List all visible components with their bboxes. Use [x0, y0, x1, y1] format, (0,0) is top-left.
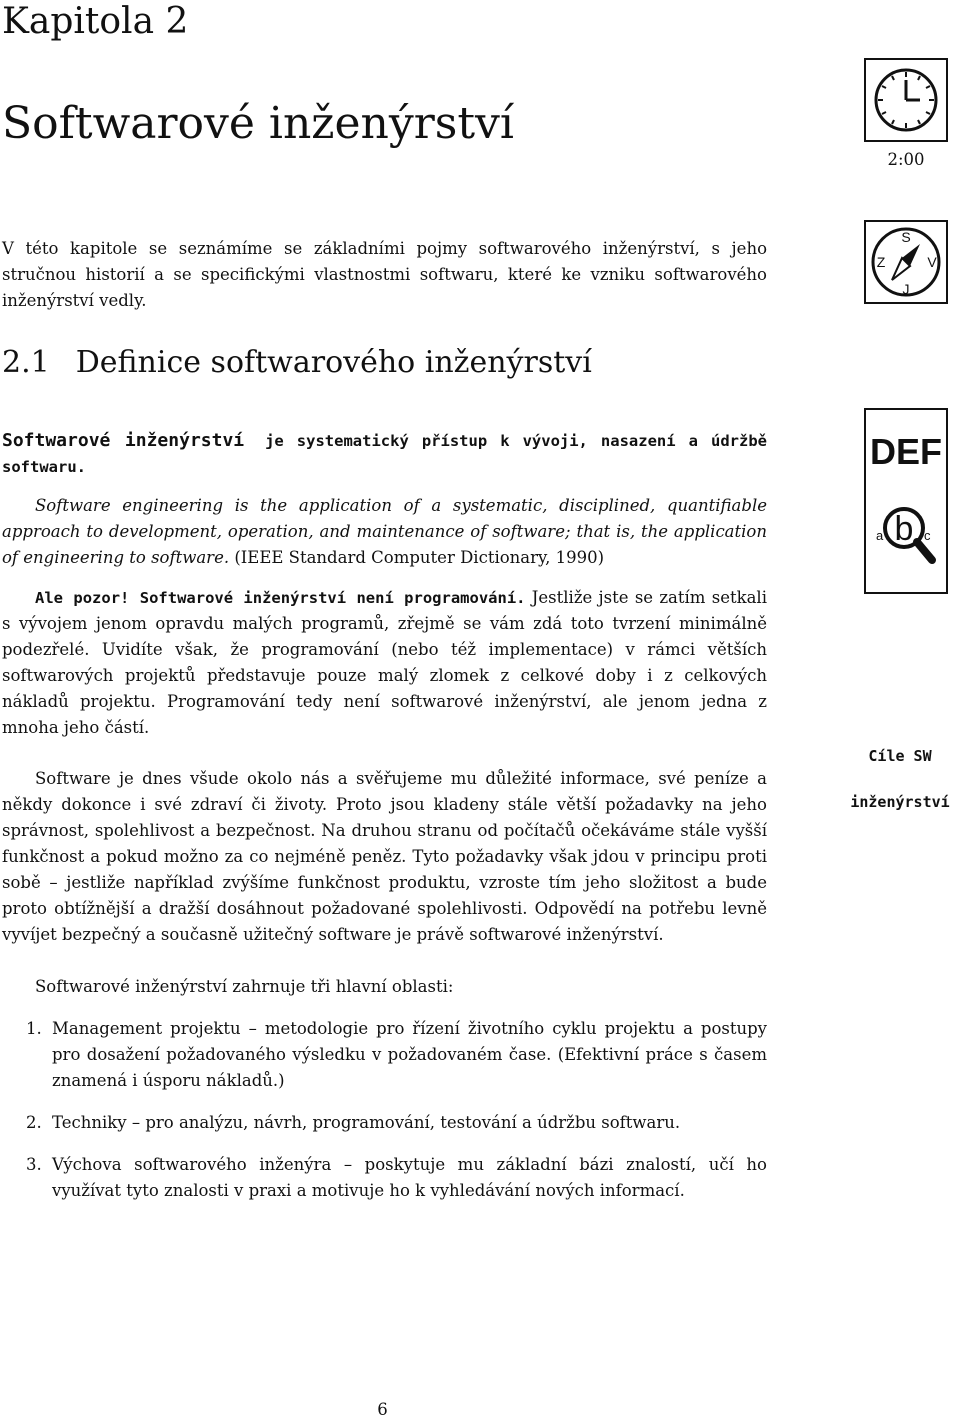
areas-list [2, 1016, 767, 1220]
section-title: Definice softwarového inženýrství [75, 345, 592, 380]
list-item-text: Techniky – pro analýzu, návrh, programování, testování a údržbu softwaru. [52, 1113, 681, 1132]
definition-icon [864, 408, 948, 594]
list-item [2, 1110, 767, 1136]
list-marker: 1. [26, 1019, 42, 1038]
quote-citation: (IEEE Standard Computer Dictionary, 1990) [234, 548, 605, 567]
warning-bold: Ale pozor! Softwarové inženýrství není programování. [35, 589, 526, 607]
list-marker: 3. [26, 1155, 42, 1174]
list-item [2, 1016, 767, 1094]
section-heading [2, 343, 592, 383]
chapter-title: Softwarové inženýrství [2, 98, 514, 149]
def-icon-label: DEF [870, 431, 942, 472]
list-item-text: Výchova softwarového inženýra – poskytuje mu základní bázi znalostí, učí ho využívat tyto znalosti v praxi a motivuje ho k vyhledávání nových informací. [52, 1155, 767, 1200]
list-marker: 2. [26, 1113, 42, 1132]
paragraph-software-today: Software je dnes všude okolo nás a svěřujeme mu důležité informace, své peníze a někdy dokonce i své zdraví či životy. Proto jsou kladeny stále větší požadavky na jeho správnost, spolehlivost a bezpečnost. Na druhou stranu od počítačů očekáváme stále vyšší funkčnost a pokud možno za co nejméně peněz. Tyto požadavky však jdou v principu proti sobě – jestliže například zvýšíme funkčnost produktu, vzroste tím jeho složitost a bude proto obtížnější a dražší dosáhnout požadované spolehlivosti. Odpovědí na potřebu levně vyvíjet bezpečný a současně užitečný software je právě softwarové inženýrství. [2, 769, 767, 944]
section-number: 2.1 [2, 345, 50, 380]
page-number: 6 [377, 1400, 388, 1419]
compass-north-label: S [901, 229, 911, 245]
clock-icon [864, 58, 948, 142]
compass-icon [864, 220, 948, 304]
paragraph-areas-intro: Softwarové inženýrství zahrnuje tři hlavní oblasti: [35, 977, 454, 996]
time-estimate: 2:00 [887, 150, 925, 169]
list-item-text: Management projektu – metodologie pro řízení životního cyklu projektu a postupy pro dosažení požadovaného výsledku v požadovaném čase. (Efektivní práce s časem znamená i úsporu nákladů.) [52, 1019, 767, 1090]
warning-paragraph [2, 585, 767, 741]
ieee-quote [2, 493, 767, 571]
margin-note-line1: Cíle SW [868, 747, 932, 765]
definition-term: Softwarové inženýrství [2, 430, 245, 451]
lookup-icon-middle: b [894, 510, 914, 548]
compass-south-label: J [902, 281, 910, 297]
quote-text: Software engineering is the application of a systematic, disciplined, quantifiable approach to development, operation, and maintenance of software; that is, the application of engineering to software. [2, 496, 767, 567]
compass-east-label: V [927, 254, 937, 270]
compass-west-label: Z [876, 254, 886, 270]
lookup-icon-right: c [924, 528, 931, 543]
lookup-icon [866, 494, 946, 590]
margin-note-line2: inženýrství [850, 793, 950, 811]
list-item [2, 1152, 767, 1204]
margin-note [840, 733, 960, 825]
definition-text: je systematický přístup k vývoji, nasazení a údržbě softwaru. [2, 432, 767, 476]
intro-paragraph: V této kapitole se seznámíme se základními pojmy softwarového inženýrství, s jeho stručnou historií a se specifickými vlastnostmi softwaru, které ke vzniku softwarového inženýrství vedly. [2, 239, 767, 310]
warning-text: Jestliže jste se zatím setkali s vývojem jenom opravdu malých programů, zřejmě se vám zdá toto tvrzení minimálně podezřelé. Uvidíte však, že programování (nebo též implementace) v rámci větších softwarových projektů představuje pouze malý zlomek z celkové doby i z celkových nákladů projektu. Programování tedy není softwarové inženýrství, ale jenom jedna z mnoha jeho částí. [2, 588, 767, 737]
definition [2, 428, 767, 480]
lookup-icon-left: a [876, 528, 884, 543]
chapter-label: Kapitola 2 [2, 1, 189, 42]
